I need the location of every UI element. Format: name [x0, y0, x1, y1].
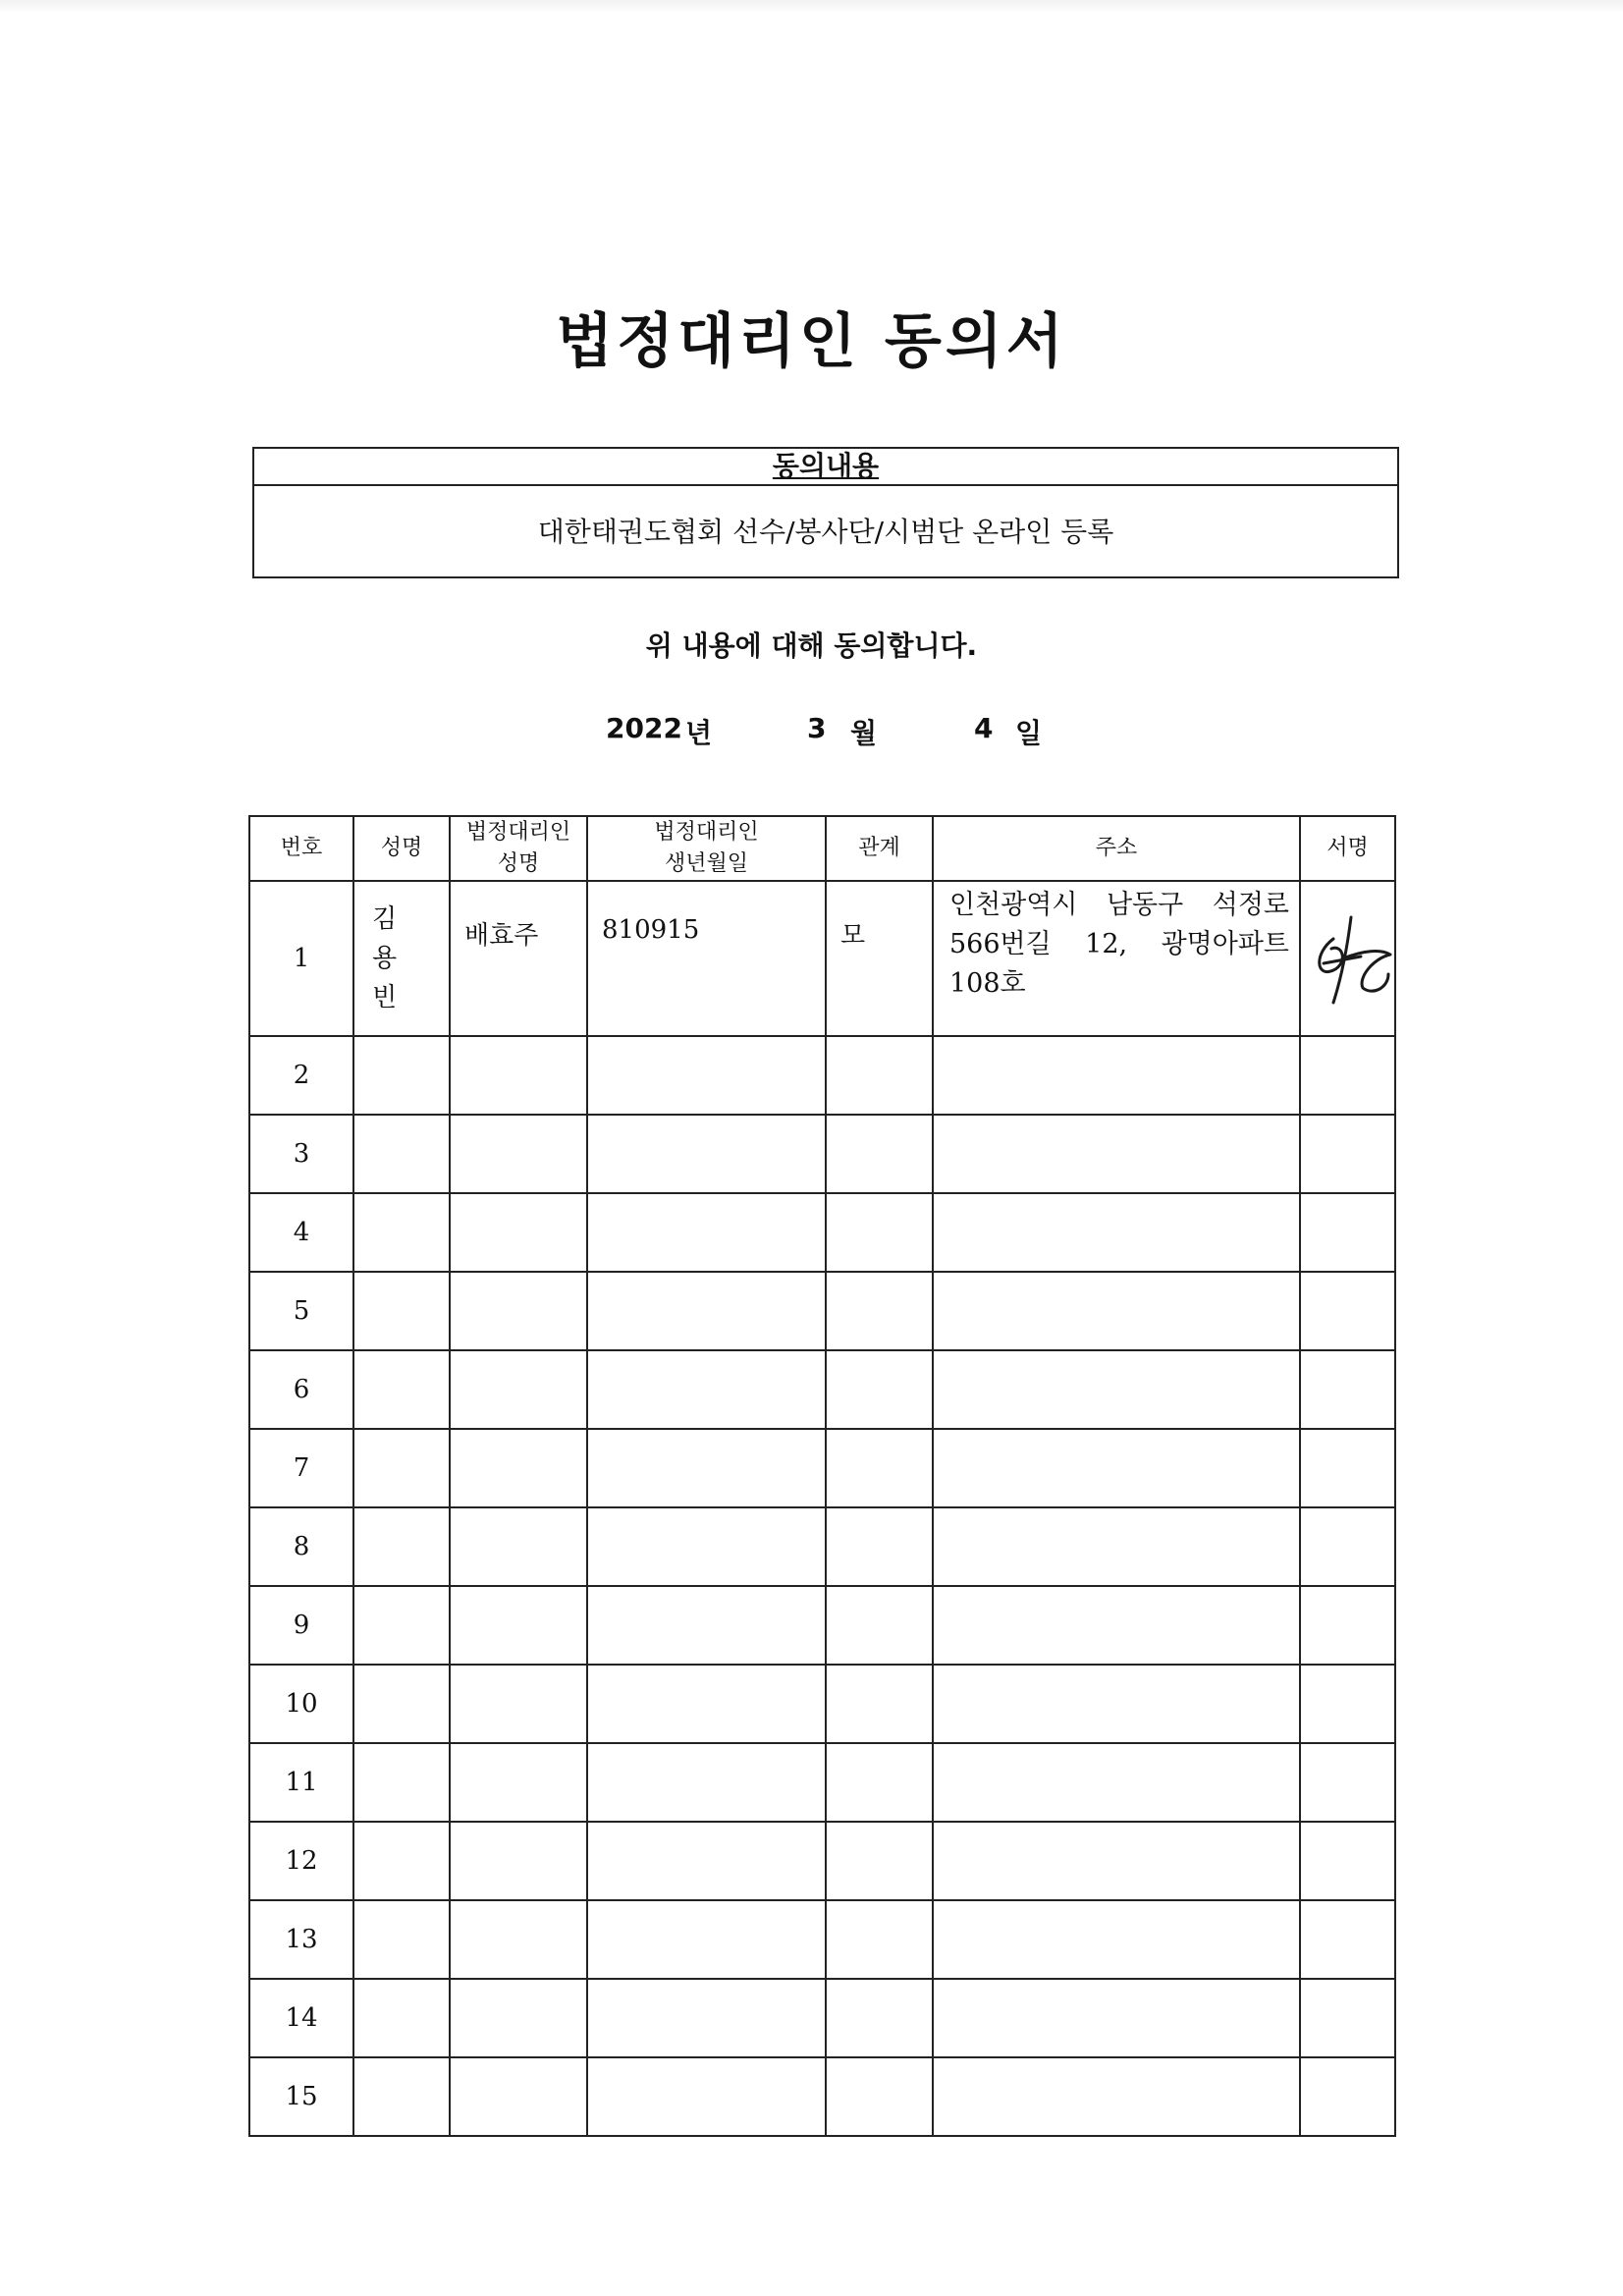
cell-relation: [826, 1665, 933, 1743]
cell-guardian-birth: [587, 1979, 826, 2057]
cell-no: 2: [249, 1036, 353, 1115]
consent-content-header-label: 동의내용: [772, 450, 880, 482]
cell-address: [933, 1822, 1300, 1900]
cell-signature: [1300, 1586, 1395, 1665]
cell-no: 11: [249, 1743, 353, 1822]
cell-no: 7: [249, 1429, 353, 1507]
table-row: [249, 1900, 1395, 1979]
cell-guardian-name: [450, 1272, 587, 1350]
cell-signature: [1300, 1743, 1395, 1822]
cell-guardian-birth: [587, 1586, 826, 1665]
table-row: [249, 1272, 1395, 1350]
table-row: [249, 1586, 1395, 1665]
cell-no: 15: [249, 2057, 353, 2136]
cell-name: [353, 1272, 450, 1350]
cell-guardian-birth: [587, 1743, 826, 1822]
cell-name: [353, 1743, 450, 1822]
cell-no: 1: [249, 881, 353, 1036]
header-address: [933, 816, 1300, 881]
cell-address: [933, 1507, 1300, 1586]
document-title: 법정대리인 동의서: [556, 307, 1067, 376]
table-row: [249, 1507, 1395, 1586]
cell-relation: [826, 1900, 933, 1979]
table-header-row: [249, 816, 1395, 881]
cell-relation: [826, 1115, 933, 1193]
cell-address: [933, 2057, 1300, 2136]
consent-content-body: 대한태권도협회 선수/봉사단/시범단 온라인 등록: [537, 516, 1114, 548]
cell-relation: [826, 1036, 933, 1115]
cell-relation: [826, 1822, 933, 1900]
header-signature: [1300, 816, 1395, 881]
table-row: [249, 2057, 1395, 2136]
cell-guardian-name: [450, 1429, 587, 1507]
cell-address: [933, 1586, 1300, 1665]
cell-guardian-birth: 810915: [587, 881, 826, 1036]
cell-name: [353, 1036, 450, 1115]
scan-edge-shadow: [0, 0, 1623, 14]
cell-guardian-name: [450, 1743, 587, 1822]
header-guardian-birth-line1: 법정대리인: [654, 820, 759, 845]
table-row: [249, 1429, 1395, 1507]
cell-guardian-birth: [587, 1115, 826, 1193]
header-guardian-birth-line2: 생년월일: [664, 851, 748, 876]
cell-address: [933, 1743, 1300, 1822]
cell-name: [353, 1900, 450, 1979]
header-no-label: 번호: [280, 836, 323, 860]
cell-name: [353, 1979, 450, 2057]
cell-no: 4: [249, 1193, 353, 1272]
cell-address: [933, 1272, 1300, 1350]
header-guardian-birth: [587, 816, 826, 881]
header-address-label: 주소: [1095, 836, 1138, 860]
cell-relation: [826, 1743, 933, 1822]
cell-guardian-name: [450, 1350, 587, 1429]
header-relation: [826, 816, 933, 881]
cell-guardian-name: [450, 1586, 587, 1665]
cell-signature: [1300, 1665, 1395, 1743]
cell-relation: [826, 1979, 933, 2057]
guardian-consent-table: [248, 815, 1396, 2137]
cell-signature: [1300, 1193, 1395, 1272]
date-year-unit: 년: [685, 717, 713, 749]
header-relation-label: 관계: [858, 836, 900, 860]
cell-name: [353, 1193, 450, 1272]
cell-signature: [1300, 1979, 1395, 2057]
date-day-unit: 일: [1015, 717, 1043, 749]
cell-signature: [1300, 1272, 1395, 1350]
cell-guardian-birth: [587, 1900, 826, 1979]
cell-name: [353, 1822, 450, 1900]
cell-guardian-name: [450, 1665, 587, 1743]
cell-guardian-birth: [587, 1350, 826, 1429]
date-year: 2022: [606, 712, 682, 744]
cell-signature: [1300, 881, 1395, 1036]
cell-guardian-name: [450, 1822, 587, 1900]
consent-content-box: [252, 447, 1399, 578]
cell-guardian-name: [450, 2057, 587, 2136]
cell-no: 3: [249, 1115, 353, 1193]
agreement-statement: 위 내용에 대해 동의합니다.: [645, 629, 978, 662]
table-row: [249, 1665, 1395, 1743]
cell-guardian-name: [450, 1193, 587, 1272]
cell-relation: [826, 1429, 933, 1507]
cell-guardian-birth: [587, 2057, 826, 2136]
handwritten-signature: [1304, 909, 1392, 1008]
cell-no: 9: [249, 1586, 353, 1665]
cell-relation: [826, 1350, 933, 1429]
cell-no: 14: [249, 1979, 353, 2057]
cell-guardian-birth: [587, 1429, 826, 1507]
consent-content-header: [254, 449, 1397, 486]
table-row: [249, 881, 1395, 1036]
cell-signature: [1300, 1429, 1395, 1507]
cell-name: 김 용 빈: [353, 881, 450, 1036]
cell-relation: [826, 1272, 933, 1350]
cell-signature: [1300, 1115, 1395, 1193]
date-month-unit: 월: [850, 717, 878, 749]
cell-address: [933, 1429, 1300, 1507]
cell-name: [353, 1429, 450, 1507]
table-row: [249, 1979, 1395, 2057]
cell-no: 6: [249, 1350, 353, 1429]
header-guardian-name-line1: 법정대리인: [465, 820, 571, 845]
cell-relation: 모: [826, 881, 933, 1036]
cell-signature: [1300, 1507, 1395, 1586]
cell-address: [933, 1036, 1300, 1115]
cell-name: [353, 1350, 450, 1429]
cell-no: 10: [249, 1665, 353, 1743]
header-guardian-name: [450, 816, 587, 881]
cell-address: [933, 1115, 1300, 1193]
cell-guardian-name: [450, 1036, 587, 1115]
cell-guardian-birth: [587, 1193, 826, 1272]
header-name-label: 성명: [380, 836, 423, 860]
cell-no: 13: [249, 1900, 353, 1979]
cell-address: [933, 1665, 1300, 1743]
cell-guardian-name: [450, 1900, 587, 1979]
cell-relation: [826, 1507, 933, 1586]
cell-no: 5: [249, 1272, 353, 1350]
cell-name: [353, 2057, 450, 2136]
cell-name: [353, 1115, 450, 1193]
table-row: [249, 1743, 1395, 1822]
cell-guardian-birth: [587, 1036, 826, 1115]
cell-guardian-name: [450, 1979, 587, 2057]
cell-address: [933, 1979, 1300, 2057]
date-day: 4: [974, 712, 994, 744]
cell-signature: [1300, 1822, 1395, 1900]
cell-no: 8: [249, 1507, 353, 1586]
cell-no: 12: [249, 1822, 353, 1900]
cell-relation: [826, 2057, 933, 2136]
table-row: [249, 1193, 1395, 1272]
cell-signature: [1300, 1900, 1395, 1979]
cell-name: [353, 1665, 450, 1743]
header-signature-label: 서명: [1326, 836, 1369, 860]
cell-signature: [1300, 2057, 1395, 2136]
header-name: [353, 816, 450, 881]
cell-name: [353, 1507, 450, 1586]
cell-signature: [1300, 1036, 1395, 1115]
cell-name: [353, 1586, 450, 1665]
cell-address: [933, 1900, 1300, 1979]
cell-guardian-name: [450, 1115, 587, 1193]
cell-guardian-birth: [587, 1665, 826, 1743]
cell-signature: [1300, 1350, 1395, 1429]
cell-address: 인천광역시 남동구 석정로 566번길 12, 광명아파트 108호: [933, 881, 1300, 1036]
header-no: [249, 816, 353, 881]
table-row: [249, 1036, 1395, 1115]
date-month: 3: [807, 712, 827, 744]
cell-address: [933, 1350, 1300, 1429]
cell-guardian-birth: [587, 1507, 826, 1586]
cell-guardian-name: 배효주: [450, 881, 587, 1036]
cell-relation: [826, 1193, 933, 1272]
cell-guardian-birth: [587, 1272, 826, 1350]
cell-address: [933, 1193, 1300, 1272]
header-guardian-name-line2: 성명: [497, 851, 540, 876]
cell-guardian-name: [450, 1507, 587, 1586]
table-row: [249, 1115, 1395, 1193]
table-row: [249, 1822, 1395, 1900]
cell-guardian-birth: [587, 1822, 826, 1900]
cell-relation: [826, 1586, 933, 1665]
table-row: [249, 1350, 1395, 1429]
